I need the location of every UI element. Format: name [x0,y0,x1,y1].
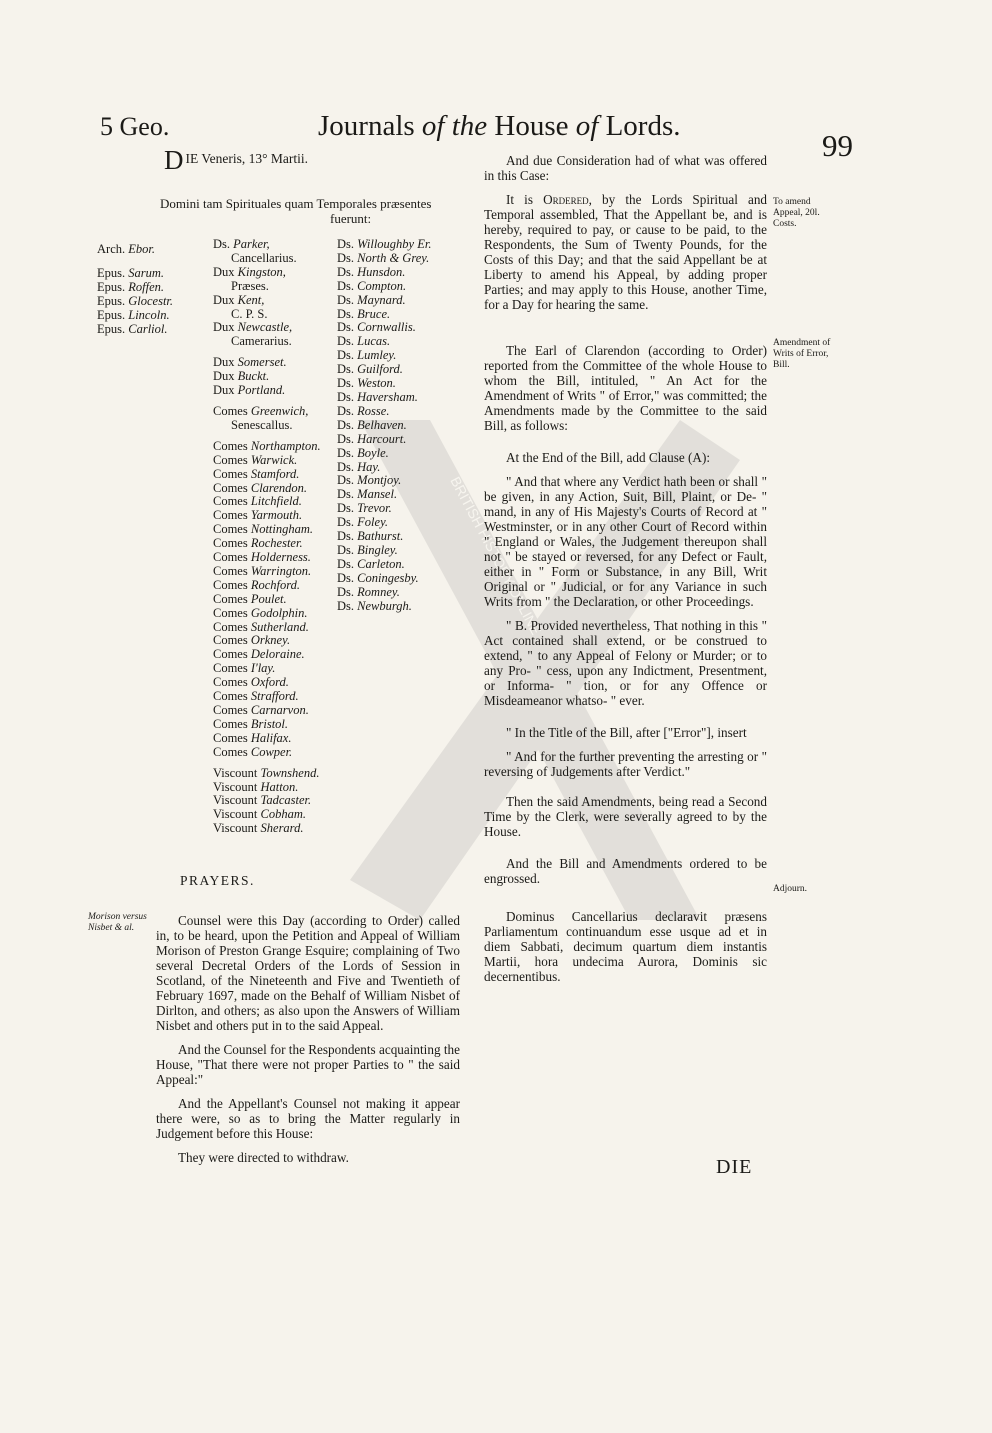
lord-name: Ds. Guilford. [337,362,403,377]
lord-name: Comes Poulet. [213,591,287,606]
header-word: Lords. [605,110,681,142]
lord-name: Dux Kingston, [213,264,286,279]
lord-name: Ds. Lumley. [337,348,397,363]
margin-note-writs: Amendment of Writs of Error, Bill. [773,338,831,370]
lord-name: Ds. Boyle. [337,445,389,460]
lord-name: Præses. [231,278,269,293]
lords-present-heading [160,196,466,226]
lord-name: Comes Halifax. [213,730,292,745]
paragraph-adjournment: Dominus Cancellarius declaravit præsens Parliamentum continuandum esse usque ad et in diem Sabbati, decimum quartum diem instantis Martii, hora undecima Aurora, Dominis sic decernentibus. [484,909,767,984]
lord-name: Ds. Coningesby. [337,570,419,585]
lord-name: Ds. Hunsdon. [337,264,406,279]
lord-name: Cancellarius. [231,250,297,265]
lord-name: Ds. Carleton. [337,556,405,571]
sitting-date [164,145,466,175]
bishops-list [97,243,187,336]
header-word: Journals [318,110,415,142]
lord-name: Comes Carnarvon. [213,703,309,717]
lord-name: Ds. Foley. [337,515,389,530]
lord-name: Comes Oxford. [213,675,289,690]
lord-name: Ds. Lucas. [337,334,391,349]
lord-name: Comes Warwick. [213,452,298,467]
lord-name: Viscount Cobham. [213,807,307,822]
bishop-name: Arch. Ebor. [97,242,155,256]
paragraph: And the Bill and Amendments ordered to be engrossed. [484,856,767,886]
bishop-name: Epus. Roffen. [97,279,165,294]
text-run: It is [506,192,533,207]
lord-name: C. P. S. [231,306,268,321]
paragraph-ordered [484,192,767,312]
lord-name: Ds. Haversham. [337,389,418,404]
lord-name: Ds. Harcourt. [337,431,407,446]
paragraph: Then the said Amendments, being read a Second Time by the Clerk, were severally agreed to by the House. [484,794,767,839]
lord-name: Comes Orkney. [213,633,291,648]
presentes-line: Domini tam Spirituales quam Temporales præsentes [160,196,432,211]
left-column-header [156,145,466,226]
text-run: , by the Lords Spiritual and Temporal assembled, That the Appellant be, and is hereby, required to pay, or cause to be paid, to the Respondents, the Sum of Twenty Pounds, for the Costs of this Day; and that the said Appellant be at Liberty to amend his Appeal, by adding proper Parties; and may apply to this House, another Time, for a Day for hearing the same. [484,192,768,312]
lord-name: Ds. Mansel. [337,487,398,502]
title-insert: " And for the further preventing the arresting or " reversing of Judgements after Verdict." [484,749,767,779]
clause-block [484,474,767,779]
lords-list-2 [337,238,467,613]
lord-name: Comes Holderness. [213,550,311,565]
margin-note-morison: Morison versus Nisbet & al. [88,912,147,933]
lord-name: Ds. Bathurst. [337,529,404,544]
catchword: DIE [716,1156,753,1178]
watermark-text: BRITISH HISTORY ONLINE [447,473,545,638]
lord-name: Viscount Tadcaster. [213,793,312,808]
bishop-name: Epus. Sarum. [97,265,165,280]
bishop-name: Epus. Carliol. [97,321,168,336]
ordered-word: Ordered [543,192,589,207]
lord-name: Ds. Newburgh. [337,598,412,613]
lord-name: Comes Greenwich, [213,403,309,418]
header-word: House [494,110,569,142]
lord-name: Comes Stamford. [213,466,300,481]
paragraph: Counsel were this Day (according to Order) called in, to be heard, upon the Petition and Appeal of William Morison of Preston Grange Esquire; complaining of Two several Decretal Orders of the Lords of Session in Scotland, of the Nineteenth and Five and Twentieth of February 1697, made on the Behalf of William Nisbet of Dirlton, and others; as also upon the Answers of William Nisbet and others put in to the said Appeal. [156,913,460,1033]
lord-name: Senescallus. [231,417,293,432]
lord-name: Viscount Townshend. [213,765,320,780]
lord-name: Comes Litchfield. [213,494,302,509]
lord-name: Camerarius. [231,334,292,349]
paragraph: And due Consideration had of what was offered in this Case: [484,153,767,183]
header-title [318,110,681,143]
lord-name: Ds. Bruce. [337,306,391,321]
paragraph-report: The Earl of Clarendon (according to Order) reported from the Committee of the whole House to whom the Bill, intituled, " An Act for the Amendment of Writs " of Error," was committed; the Amendments made by the Committee to the said Bill, as follows: [484,343,767,433]
bishop-name: Epus. Glocestr. [97,293,174,308]
header-regnal-year: 5 Geo. [100,112,170,141]
lord-name: Comes Sutherland. [213,619,309,634]
lord-name: Ds. Belhaven. [337,417,407,432]
lord-name: Comes Northampton. [213,438,321,453]
lord-name: Viscount Sherard. [213,821,304,836]
lord-name: Ds. Maynard. [337,292,406,307]
header-word: the [451,110,488,142]
lord-name: Comes Nottingham. [213,522,314,537]
lord-name: Dux Kent, [213,292,265,307]
lord-name: Comes Deloraine. [213,647,305,662]
lord-name: Dux Portland. [213,383,286,398]
header-word: of [421,110,445,142]
lord-name: Ds. Bingley. [337,542,398,557]
lord-name: Comes Bristol. [213,716,289,731]
drop-cap: D [164,145,184,175]
lord-name: Ds. Hay. [337,459,381,474]
lord-name: Ds. North & Grey. [337,250,430,265]
prayers-body [156,913,460,1174]
prayers-heading: PRAYERS. [180,873,255,888]
lord-name: Comes Warrington. [213,563,312,578]
lord-name: Ds. Rosse. [337,403,390,418]
bishop-name: Epus. Lincoln. [97,307,170,322]
lord-name: Dux Buckt. [213,369,270,384]
sitting-date-text: IE Veneris, 13° Martii. [185,151,309,166]
lord-name: Ds. Willoughby Er. [337,237,432,251]
page-number: 99 [822,128,853,163]
lord-name: Comes I'lay. [213,661,276,676]
lord-name: Viscount Hatton. [213,779,299,794]
fuerunt-line: fuerunt: [330,211,372,226]
lord-name: Comes Cowper. [213,744,293,759]
lord-name: Comes Rochford. [213,577,301,592]
lord-name: Ds. Cornwallis. [337,320,416,335]
lord-name: Ds. Weston. [337,376,396,391]
lord-name: Comes Clarendon. [213,480,307,495]
lord-name: Comes Rochester. [213,536,303,551]
paragraph: They were directed to withdraw. [178,1150,349,1165]
lord-name: Ds. Montjoy. [337,473,402,488]
lord-name: Ds. Parker, [213,237,270,251]
margin-note-adjourn: Adjourn. [773,884,808,894]
clause-b: " B. Provided nevertheless, That nothing in this " Act contained shall extend, or be construed to extend, " to any Appeal of Felony or Murder; or to any Pro- " cess, upon any Indictment, Presentment, or Informa- " tion, or for any Offence or Misdeameanor whatso- " ever. [484,618,767,708]
lord-name: Comes Godolphin. [213,605,308,620]
clause-a: " And that where any Verdict hath been or shall " be given, in any Action, Suit, Bill, Plaint, or De- " mand, in any of His Majesty's Courts of Record at " Westminster, or in any other Court of Record within " England or Wales, the Judgement thereupon shall not " be stayed or reversed, for any Defect or Fault, either in " Form or Substance, in any Bill, Writ Original or " Judicial, or for any Variance in such Writs from " the Declaration, or other Proceedings. [484,474,767,609]
paragraph: At the End of the Bill, add Clause (A): [506,450,711,465]
lord-name: Comes Strafford. [213,689,299,704]
paragraph: And the Appellant's Counsel not making it appear there were, so as to bring the Matter regularly in Judgement before this House: [156,1096,460,1141]
lords-list-1 [213,238,343,836]
title-amendment: " In the Title of the Bill, after ["Error"], insert [506,725,747,740]
lord-name: Dux Newcastle, [213,320,293,335]
header-word: of [575,110,599,142]
lord-name: Ds. Romney. [337,584,400,599]
lord-name: Ds. Trevor. [337,501,392,516]
right-column [484,153,767,993]
lord-name: Dux Somerset. [213,355,287,370]
lord-name: Comes Yarmouth. [213,508,303,523]
margin-note-amend: To amend Appeal, 20l. Costs. [773,197,820,229]
paragraph: And the Counsel for the Respondents acquainting the House, "That there were not proper Parties to " the said Appeal:" [156,1042,460,1087]
lord-name: Ds. Compton. [337,278,407,293]
